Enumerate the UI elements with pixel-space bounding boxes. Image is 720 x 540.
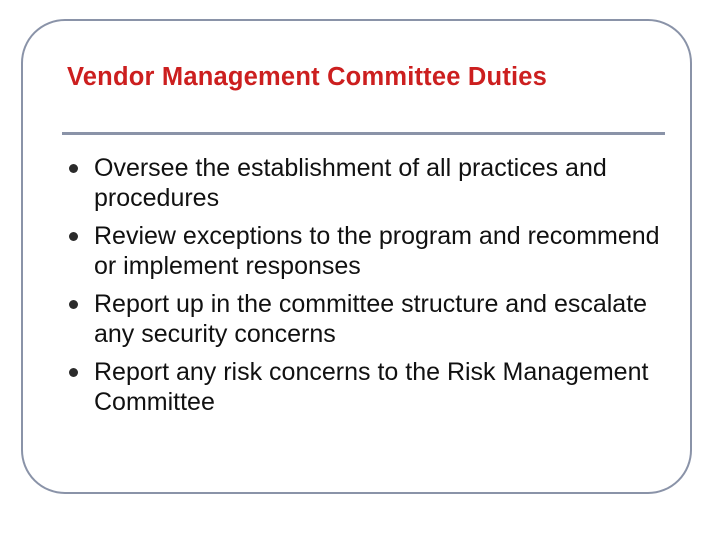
title-divider xyxy=(62,132,665,135)
bullet-item xyxy=(64,289,674,349)
bullet-text: Review exceptions to the program and recommend or implement responses xyxy=(94,222,660,280)
bullet-text: Report up in the committee structure and escalate any security concerns xyxy=(94,290,648,348)
bullet-text: Report any risk concerns to the Risk Management Committee xyxy=(94,358,649,416)
bullet-list xyxy=(64,153,674,425)
bullet-item xyxy=(64,357,674,417)
bullet-dot-icon xyxy=(69,164,78,173)
bullet-dot-icon xyxy=(69,300,78,309)
slide-title: Vendor Management Committee Duties xyxy=(67,63,548,91)
bullet-dot-icon xyxy=(69,368,78,377)
bullet-dot-icon xyxy=(69,232,78,241)
bullet-text: Oversee the establishment of all practices and procedures xyxy=(94,154,607,212)
bullet-item xyxy=(64,221,674,281)
bullet-item xyxy=(64,153,674,213)
